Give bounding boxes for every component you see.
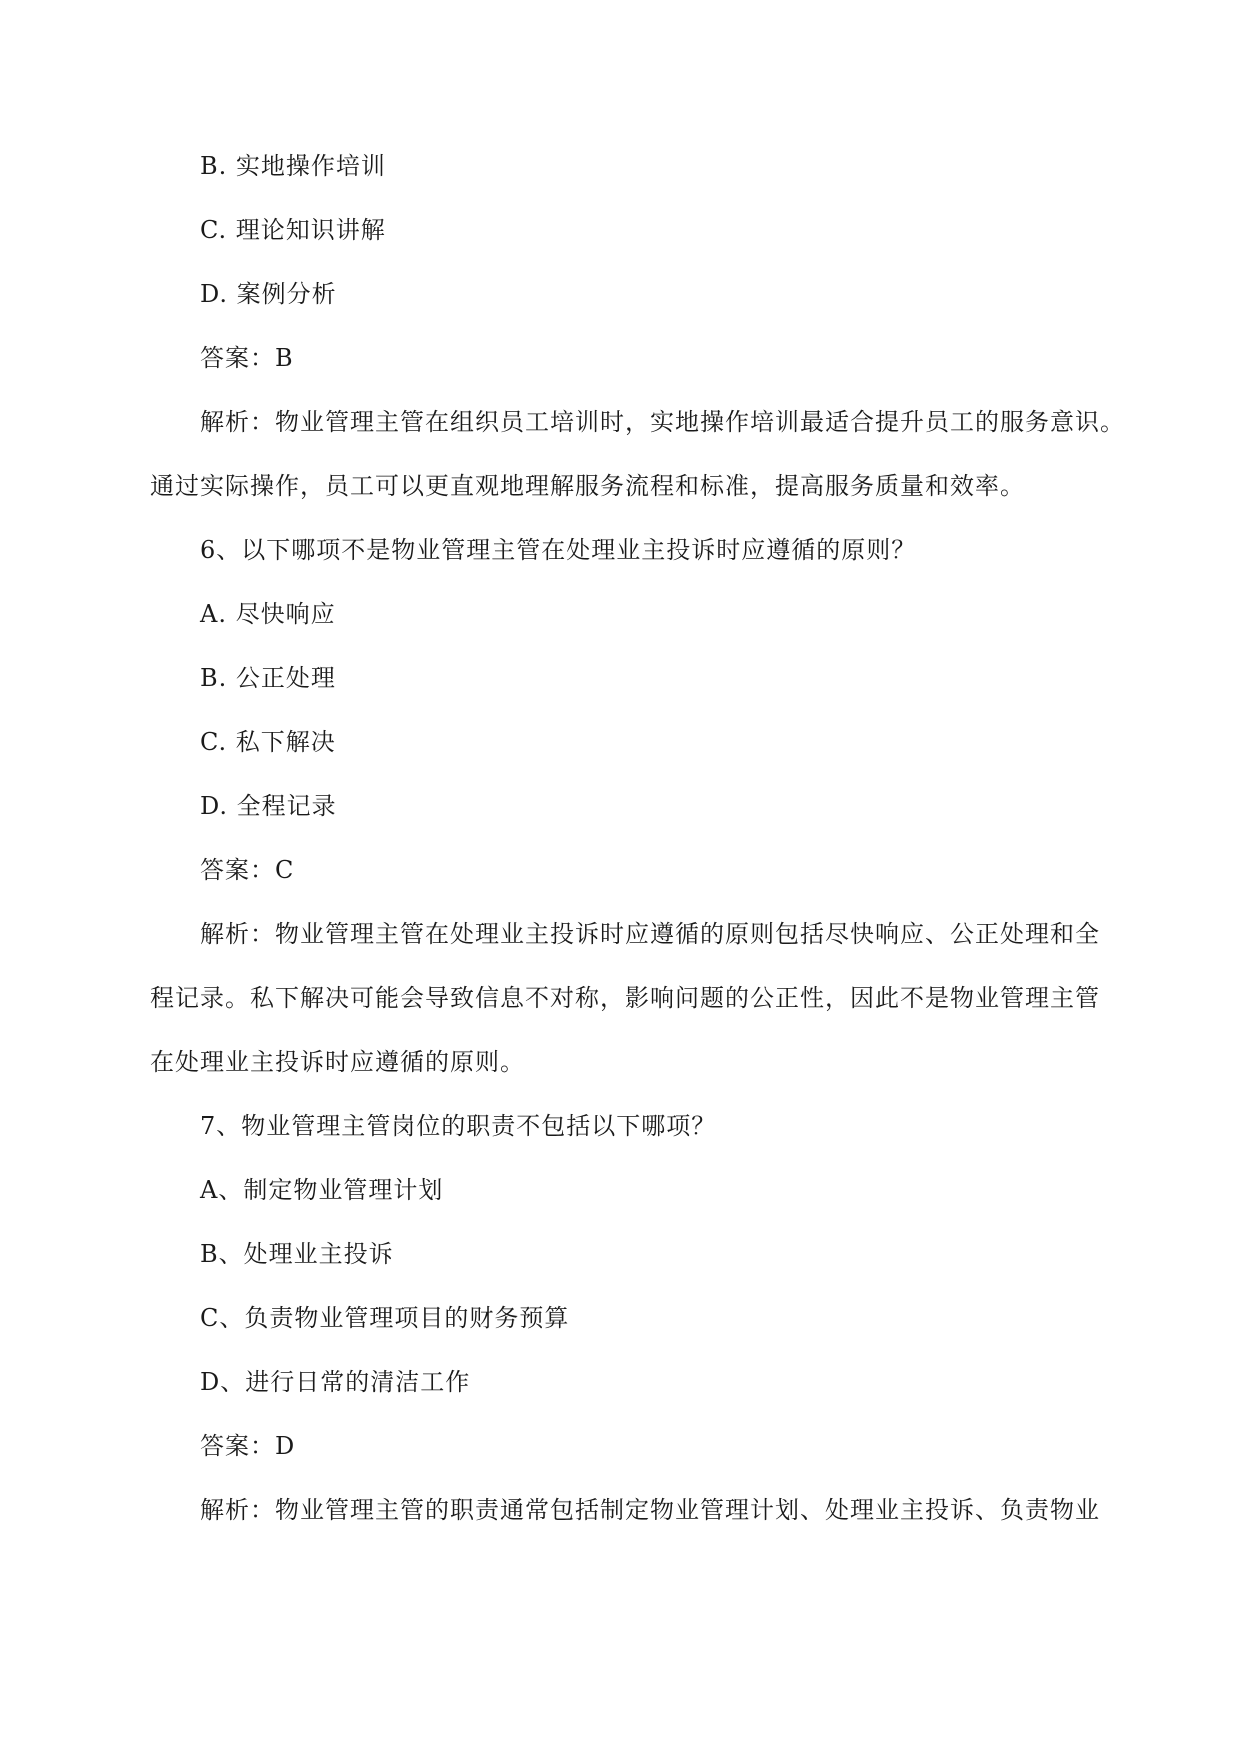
option-b-q6: B. 公正处理 [200, 664, 336, 692]
answer-q7: 答案：D [200, 1432, 296, 1460]
explanation-q6-line1: 解析：物业管理主管在处理业主投诉时应遵循的原则包括尽快响应、公正处理和全 [200, 920, 1100, 948]
option-b-q7: B、处理业主投诉 [200, 1240, 394, 1268]
option-a-q6: A. 尽快响应 [200, 600, 336, 628]
option-a-q7: A、制定物业管理计划 [200, 1176, 444, 1204]
option-c-q5: C. 理论知识讲解 [200, 216, 386, 244]
question-6: 6、以下哪项不是物业管理主管在处理业主投诉时应遵循的原则？ [200, 536, 917, 564]
option-d-q5: D. 案例分析 [200, 280, 337, 308]
explanation-q6-line3: 在处理业主投诉时应遵循的原则。 [150, 1048, 525, 1076]
option-d-q7: D、进行日常的清洁工作 [200, 1368, 471, 1396]
option-b-q5: B. 实地操作培训 [200, 152, 386, 180]
explanation-q5-line2: 通过实际操作，员工可以更直观地理解服务流程和标准，提高服务质量和效率。 [150, 472, 1025, 500]
answer-q5: 答案：B [200, 344, 294, 372]
explanation-q6-line2: 程记录。私下解决可能会导致信息不对称，影响问题的公正性，因此不是物业管理主管 [150, 984, 1100, 1012]
answer-q6: 答案：C [200, 856, 295, 884]
option-c-q7: C、负责物业管理项目的财务预算 [200, 1304, 570, 1332]
question-7: 7、物业管理主管岗位的职责不包括以下哪项？ [200, 1112, 717, 1140]
explanation-q7-line1: 解析：物业管理主管的职责通常包括制定物业管理计划、处理业主投诉、负责物业 [200, 1496, 1100, 1524]
explanation-q5-line1: 解析：物业管理主管在组织员工培训时，实地操作培训最适合提升员工的服务意识。 [200, 408, 1125, 436]
option-c-q6: C. 私下解决 [200, 728, 336, 756]
option-d-q6: D. 全程记录 [200, 792, 337, 820]
